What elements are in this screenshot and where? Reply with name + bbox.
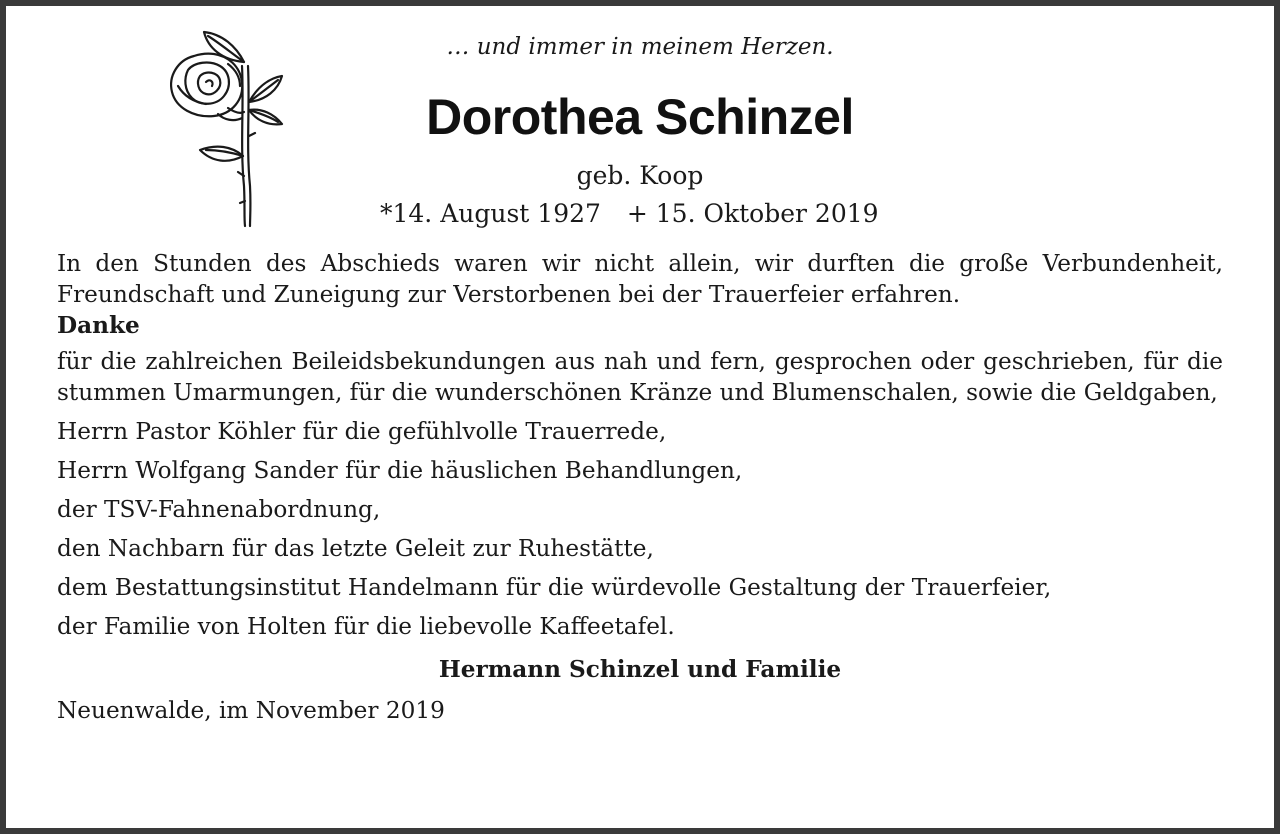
thanks-item: Herrn Wolfgang Sander für die häuslichen Behandlungen, — [57, 457, 743, 484]
deceased-name: Dorothea Schinzel — [426, 89, 854, 145]
notice-body — [57, 248, 1223, 726]
thanks-item: der Familie von Holten für die liebevolle Kaffeetafel. — [57, 613, 675, 640]
thanks-item: Herrn Pastor Köhler für die gefühlvolle Trauerrede, — [57, 418, 667, 445]
thanks-item: den Nachbarn für das letzte Geleit zur Ruhestätte, — [57, 535, 654, 562]
life-dates — [380, 199, 879, 228]
thanks-item: für die zahlreichen Beileidsbekundungen aus nah und fern, gesprochen oder geschrieben, für die stummen Umarmungen, für die wunderschönen Kränze und Blumenschalen, sowie die Geldgaben, — [57, 348, 1223, 406]
intro-paragraph: In den Stunden des Abschieds waren wir nicht allein, wir durften die große Verbundenheit, Freundschaft und Zuneigung zur Verstorbenen bei der Trauerfeier erfahren. — [57, 250, 1223, 308]
thanks-item: dem Bestattungsinstitut Handelmann für die würdevolle Gestaltung der Trauerfeier, — [57, 574, 1052, 601]
signature: Hermann Schinzel und Familie — [438, 656, 842, 683]
thanks-item: der TSV-Fahnenabordnung, — [57, 496, 381, 523]
place-date: Neuenwalde, im November 2019 — [57, 697, 445, 724]
birth-name: geb. Koop — [576, 161, 704, 190]
thanks-heading: Danke — [57, 312, 140, 339]
birth-date: *14. August 1927 — [380, 199, 601, 228]
motto: … und immer in meinem Herzen. — [446, 34, 834, 60]
death-date: + 15. Oktober 2019 — [626, 199, 879, 228]
